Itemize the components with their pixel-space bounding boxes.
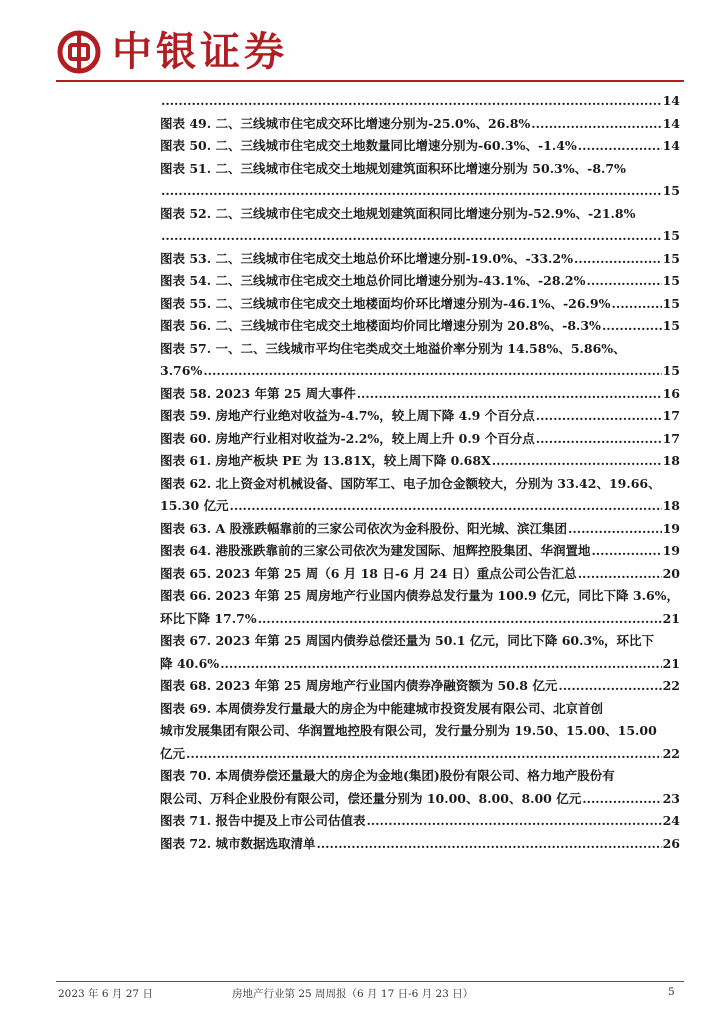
toc-page-number: 18 (662, 498, 680, 513)
toc-entry[interactable] (160, 563, 680, 586)
toc-entry[interactable] (160, 833, 680, 856)
toc-entry-text: 图表 71. 报告中提及上市公司估值表 (160, 813, 366, 828)
toc-entry-text: 图表 58. 2023 年第 25 周大事件 (160, 385, 356, 401)
toc-entry-text: 图表 61. 房地产板块 PE 为 13.81X，较上周下降 0.68X (160, 453, 491, 468)
toc-entry-text: 图表 56. 二、三线城市住宅成交土地楼面均价同比增速分别为 20.8%、-8.3% (160, 318, 601, 333)
toc-page-number: 16 (662, 385, 680, 401)
toc-entry-text: 15.30 亿元 (160, 498, 229, 513)
dot-leader (357, 383, 662, 406)
toc-page-number: 15 (662, 250, 680, 266)
dot-leader (578, 135, 662, 158)
dot-leader (568, 518, 662, 541)
dot-leader (203, 360, 661, 383)
toc-page-number: 19 (662, 543, 680, 558)
toc-entry-text: 图表 49. 二、三线城市住宅成交环比增速分别为-25.0%、26.8% (160, 115, 531, 131)
toc-page-number: 18 (662, 453, 680, 468)
dot-leader (316, 833, 661, 856)
dot-leader (258, 608, 662, 631)
toc-page-number: 15 (662, 228, 680, 243)
toc-entry-text: 图表 68. 2023 年第 25 周房地产行业国内债券净融资额为 50.8 亿元 (160, 678, 558, 693)
footer-report-title: 房地产行业第 25 周周报（6 月 17 日-6 月 23 日） (232, 988, 474, 1000)
toc-page-number: 26 (662, 835, 680, 851)
dot-leader (230, 495, 662, 518)
dot-leader (611, 293, 661, 316)
toc-page-number: 14 (662, 138, 680, 153)
toc-page-number: 20 (662, 565, 680, 581)
page-header (0, 0, 724, 80)
dot-leader (536, 428, 662, 451)
toc-entry-text: 图表 69. 本周债券发行量最大的房企为中能建城市投资发展有限公司、北京首创 (160, 700, 603, 716)
toc-page-number: 17 (662, 430, 680, 446)
toc-entry-text: 图表 57. 一、二、三线城市平均住宅类成交土地溢价率分别为 14.58%、5.86%、 (160, 340, 626, 356)
dot-leader (591, 540, 661, 563)
dot-leader (492, 450, 662, 473)
toc-page-number: 22 (662, 678, 680, 693)
toc-entry-text: 城市发展集团有限公司、华润置地控股有限公司，发行量分别为 19.50、15.00、15.00 (160, 723, 657, 738)
footer-date: 2023 年 6 月 27 日 (58, 988, 153, 1000)
toc-page-number: 15 (662, 295, 680, 311)
toc-entry-text: 图表 66. 2023 年第 25 周房地产行业国内债券总发行量为 100.9 亿元，同比下降 3.6%， (160, 588, 680, 603)
dot-leader (366, 810, 661, 833)
toc-entry[interactable] (160, 473, 680, 518)
toc-entry-text: 图表 62. 北上资金对机械设备、国防军工、电子加仓金额较大，分别为 33.42、19.66、 (160, 475, 661, 491)
footer-page-number: 5 (668, 986, 675, 998)
toc-entry[interactable] (160, 135, 680, 158)
toc-entry[interactable] (160, 405, 680, 428)
toc-page-number: 19 (662, 520, 680, 536)
dot-leader (161, 225, 662, 248)
toc-entry-text: 图表 51. 二、三线城市住宅成交土地规划建筑面积环比增速分别为 50.3%、-8.7% (160, 160, 626, 176)
dot-leader (220, 653, 661, 676)
toc-page-number: 22 (662, 745, 680, 761)
toc-page-number: 15 (662, 363, 680, 378)
toc-entry[interactable] (160, 810, 680, 833)
toc-entry[interactable] (160, 698, 680, 766)
toc-entry[interactable] (160, 270, 680, 293)
toc-entry[interactable] (160, 630, 680, 675)
brand-name: 中银证券 (112, 29, 288, 75)
dot-leader (578, 563, 662, 586)
toc-entry-text: 降 40.6% (160, 655, 220, 671)
dot-leader (574, 248, 662, 271)
toc-entry-text: 图表 50. 二、三线城市住宅成交土地数量同比增速分别为-60.3%、-1.4% (160, 138, 577, 153)
toc-page-number: 23 (662, 790, 680, 806)
dot-leader (558, 675, 661, 698)
toc-entry[interactable] (160, 338, 680, 383)
toc-entry[interactable] (160, 158, 680, 203)
toc-page-number: 21 (662, 655, 680, 671)
dot-leader (582, 788, 661, 811)
dot-leader (161, 180, 662, 203)
dot-leader (186, 743, 662, 766)
toc-entry-text: 限公司、万科企业股份有限公司，偿还量分别为 10.00、8.00、8.00 亿元 (160, 790, 582, 806)
toc-entry-text: 图表 72. 城市数据选取清单 (160, 835, 316, 851)
toc-entry[interactable] (160, 675, 680, 698)
toc-entry-text: 图表 70. 本周债券偿还量最大的房企为金地(集团)股份有限公司、格力地产股份有 (160, 768, 615, 783)
bank-of-china-logo-icon (57, 30, 101, 74)
toc-entry[interactable] (160, 90, 680, 113)
toc-entry[interactable] (160, 450, 680, 473)
toc-page-number: 14 (662, 93, 680, 108)
header-divider (56, 80, 684, 82)
toc-entry-text: 图表 63. A 股涨跌幅靠前的三家公司依次为金科股份、阳光城、滨江集团 (160, 520, 568, 536)
toc-entry[interactable] (160, 585, 680, 630)
toc-entry-text: 图表 54. 二、三线城市住宅成交土地总价同比增速分别为-43.1%、-28.2% (160, 273, 586, 288)
toc-entry[interactable] (160, 113, 680, 136)
dot-leader (536, 405, 662, 428)
toc-page-number: 15 (662, 183, 680, 198)
toc-page-number: 17 (662, 408, 680, 423)
toc-entry-text: 图表 67. 2023 年第 25 周国内债券总偿还量为 50.1 亿元，同比下降 60.3%，环比下 (160, 633, 655, 648)
toc-entry-text: 亿元 (160, 745, 186, 761)
dot-leader (586, 270, 661, 293)
toc-entry-text: 3.76% (160, 363, 203, 378)
dot-leader (161, 90, 662, 113)
toc-entry[interactable] (160, 383, 680, 406)
dot-leader (602, 315, 662, 338)
footer-divider (56, 981, 684, 982)
toc-entry[interactable] (160, 293, 680, 316)
toc-entry[interactable] (160, 248, 680, 271)
toc-entry-text: 图表 53. 二、三线城市住宅成交土地总价环比增速分别-19.0%、-33.2% (160, 250, 573, 266)
toc-entry[interactable] (160, 203, 680, 248)
toc-entry-text: 图表 60. 房地产行业相对收益为-2.2%，较上周上升 0.9 个百分点 (160, 430, 535, 446)
dot-leader (531, 113, 661, 136)
table-of-figures (160, 90, 680, 855)
toc-entry-text: 图表 65. 2023 年第 25 周（6 月 18 日-6 月 24 日）重点公司公告汇总 (160, 565, 577, 581)
toc-entry-text: 图表 64. 港股涨跌靠前的三家公司依次为建发国际、旭辉控股集团、华润置地 (160, 543, 591, 558)
toc-page-number: 24 (662, 813, 680, 828)
toc-entry[interactable] (160, 428, 680, 451)
toc-page-number: 21 (662, 610, 680, 626)
toc-page-number: 14 (662, 115, 680, 131)
toc-entry-text: 图表 55. 二、三线城市住宅成交土地楼面均价环比增速分别为-46.1%、-26.9% (160, 295, 611, 311)
toc-entry[interactable] (160, 765, 680, 810)
toc-entry-text: 图表 52. 二、三线城市住宅成交土地规划建筑面积同比增速分别为-52.9%、-21.8% (160, 205, 636, 221)
toc-entry-text: 环比下降 17.7% (160, 610, 257, 626)
toc-entry[interactable] (160, 540, 680, 563)
toc-entry[interactable] (160, 518, 680, 541)
toc-entry[interactable] (160, 315, 680, 338)
toc-entry-text: 图表 59. 房地产行业绝对收益为-4.7%，较上周下降 4.9 个百分点 (160, 408, 535, 423)
toc-page-number: 15 (662, 318, 680, 333)
toc-page-number: 15 (662, 273, 680, 288)
